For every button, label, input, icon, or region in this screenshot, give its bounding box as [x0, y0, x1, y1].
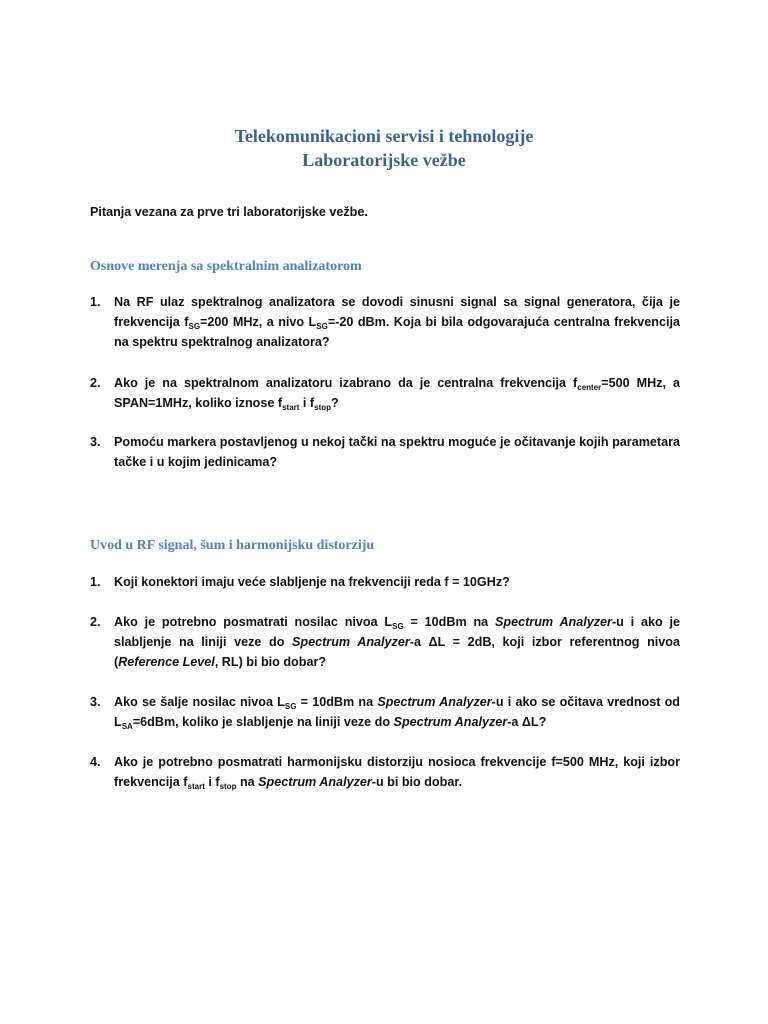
question-number: 2. — [90, 615, 101, 629]
question-text: Ako je potrebno posmatrati harmonijsku distorziju nosioca frekvencije f=500 MHz, koji izbor frekvencija $f_{start}$ i $f_{stop}$ na Spectrum Analyzer-u bi bio dobar. — [114, 755, 680, 791]
document-subtitle: Laboratorijske vežbe — [302, 150, 466, 170]
section-heading-2: Uvod u RF signal, šum i harmonijsku distorziju — [90, 538, 375, 553]
question-text: Ako se šalje nosilac nivoa $L_{SG} = 10dBm$ na Spectrum Analyzer-u i ako se očitava vrednost od $L_{SA}=6dBm$, koliko je slabljenje na liniji veze do Spectrum Analyzer-a ΔL? — [114, 695, 680, 731]
question-2-3 — [90, 692, 680, 732]
document-title: Telekomunikacioni servisi i tehnologije — [234, 126, 534, 146]
question-number: 3. — [90, 695, 101, 709]
question-1-1 — [90, 292, 680, 352]
section-heading-1: Osnove merenja sa spektralnim analizatorom — [90, 259, 362, 274]
question-2-2 — [90, 612, 680, 672]
question-1-2 — [90, 373, 680, 413]
question-number: 3. — [90, 435, 101, 449]
question-2-4 — [90, 752, 680, 792]
question-number: 1. — [90, 295, 101, 309]
question-number: 1. — [90, 575, 101, 589]
intro-text: Pitanja vezana za prve tri laboratorijske vežbe. — [90, 205, 368, 219]
question-text: Pomoću markera postavljenog u nekoj tački na spektru moguće je očitavanje kojih parametara tačke i u kojim jedinicama? — [114, 435, 680, 469]
question-1-3 — [90, 432, 680, 472]
question-text: Na RF ulaz spektralnog analizatora se dovodi sinusni signal sa signal generatora, čija je frekvencija $f_{SG}=200$ MHz, a nivo $L_{SG}=-20$ dBm. Koja bi bila odgovarajuća centralna frekvencija na spektru spektralnog analizatora? — [114, 295, 680, 349]
question-number: 4. — [90, 755, 101, 769]
question-text: Koji konektori imaju veće slabljenje na frekvenciji reda f = 10GHz? — [114, 575, 510, 589]
question-number: 2. — [90, 376, 101, 390]
question-2-1 — [90, 572, 680, 592]
question-text: Ako je potrebno posmatrati nosilac nivoa $L_{SG} = 10dBm$ na Spectrum Analyzer-u i ako je slabljenje na liniji veze do Spectrum Analyzer-a ΔL = 2dB, koji izbor referentnog nivoa (Reference Level, RL) bi bio dobar? — [114, 615, 680, 669]
question-text: Ako je na spektralnom analizatoru izabrano da je centralna frekvencija $f_{center}=500$ MHz, a SPAN=1MHz, koliko iznose $f_{start}$ i $f_{stop}$? — [114, 376, 680, 412]
